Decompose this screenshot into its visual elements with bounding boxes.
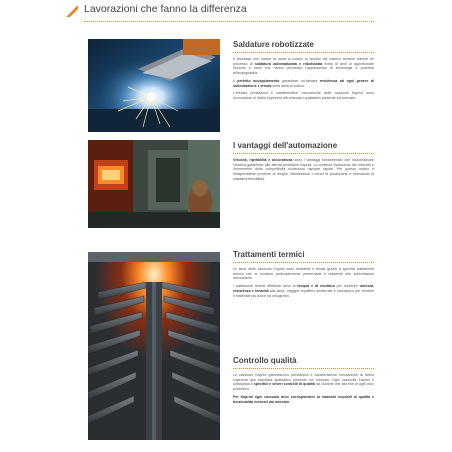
body-text: garantisce un'elevata xyxy=(279,78,320,83)
bold-text: tempra e di ricottura xyxy=(297,284,335,289)
body-text: Le lame delle cazzuole Kapriol sono resistenti e tenaci grazie a specifici trattamenti termici che le rendono particolarmente performanti e resistenti alle sollecitazioni meccaniche. xyxy=(233,267,374,281)
body-text: Le cazzuole Kapriol garantiscono prestazioni e caratteristiche meccaniche di livello superiore allo standard qualitativo presente sul mercato. Ogni cazzuola Kapriol è sottoposta a xyxy=(233,373,374,387)
section-body xyxy=(233,267,374,298)
bold-text: perfetto accoppiamento xyxy=(237,78,280,83)
section-divider xyxy=(233,368,374,369)
section-heading: Saldature robotizzate xyxy=(233,40,314,49)
body-paragraph xyxy=(233,284,374,298)
robotic-welding-photo xyxy=(88,39,220,132)
bold-text: resistenza ad ogni genere di sollecitazione e tenuta xyxy=(233,78,374,88)
section-heading: Trattamenti termici xyxy=(233,250,305,259)
section-divider xyxy=(233,52,374,53)
section-body xyxy=(233,158,374,182)
body-text: sia durante che alla fine di ogni ciclo produttivo. xyxy=(233,382,375,392)
bold-text: specifici e severi controlli di qualità xyxy=(253,382,315,387)
body-paragraph xyxy=(233,267,374,281)
bold-text: Velocità, ripetibilità e accuratezza xyxy=(233,158,293,162)
section-body xyxy=(233,373,374,404)
section-trattamenti xyxy=(233,250,374,301)
body-paragraph xyxy=(233,91,374,100)
section-divider xyxy=(233,262,374,263)
section-saldature xyxy=(233,40,374,104)
corner-arrow-icon xyxy=(66,5,78,17)
body-text: per conferire xyxy=(334,284,360,289)
body-text: Per questo motivo è indispensabile produrre al meglio, ottimizzando i mezzi di produzione e ricercando la massima flessibilità. xyxy=(233,167,374,181)
section-divider xyxy=(233,153,374,154)
automation-machinery-photo xyxy=(88,140,220,228)
body-paragraph xyxy=(233,395,374,404)
body-paragraph xyxy=(233,79,374,88)
body-text: sono i vantaggi fondamentali che l'automazione robotica garantisce alle attività produttive Kapriol. La continua evoluzione del mercato e l'incremento della competitività richiedono risposte rapide. xyxy=(233,158,374,172)
body-text: della lama al codolo. xyxy=(271,83,306,88)
section-heading: I vantaggi dell'automazione xyxy=(233,141,338,150)
body-paragraph xyxy=(233,158,374,182)
title-divider xyxy=(84,21,374,22)
bold-text: durezza, resistenza e tenacità xyxy=(233,284,375,293)
bold-text: saldatura automatizzata e robotizzata xyxy=(254,61,323,66)
section-automazione xyxy=(233,141,374,185)
body-paragraph xyxy=(233,57,374,76)
bold-text: Per Kapriol ogni cazzuola deve corrispondere ai massimi requisiti di qualità e funzionalità richiesti dal mercato. xyxy=(233,394,374,404)
body-paragraph xyxy=(233,373,374,392)
body-text: Il processo che unisce la lama al codolo in acciaio del manico avviene tramite un processo di xyxy=(233,57,374,66)
section-body xyxy=(233,57,374,101)
page-title: Lavorazioni che fanno la differenza xyxy=(84,3,247,15)
body-text: Il xyxy=(233,78,238,83)
body-text: L'elevato prestazioni e caratteristiche meccaniche delle cazzuole Kapriol sono riconosciute di livello superiore allo standard qualitativo presente sul mercato. xyxy=(233,91,374,100)
body-text: frutto di anni di approfondite ricerche e studi che hanno permesso l'applicazione di tecnologie e processi all'avanguardia. xyxy=(233,61,374,76)
body-text: I trattamenti termici effettuati sono di xyxy=(233,284,298,289)
body-text: alla lama, maggior equilibrio strutturale e meccanico per rendere il materiale più dolce ed omogeneo. xyxy=(233,288,374,298)
heat-treatment-photo xyxy=(88,252,220,440)
section-heading: Controllo qualità xyxy=(233,356,297,365)
section-controllo xyxy=(233,356,374,407)
